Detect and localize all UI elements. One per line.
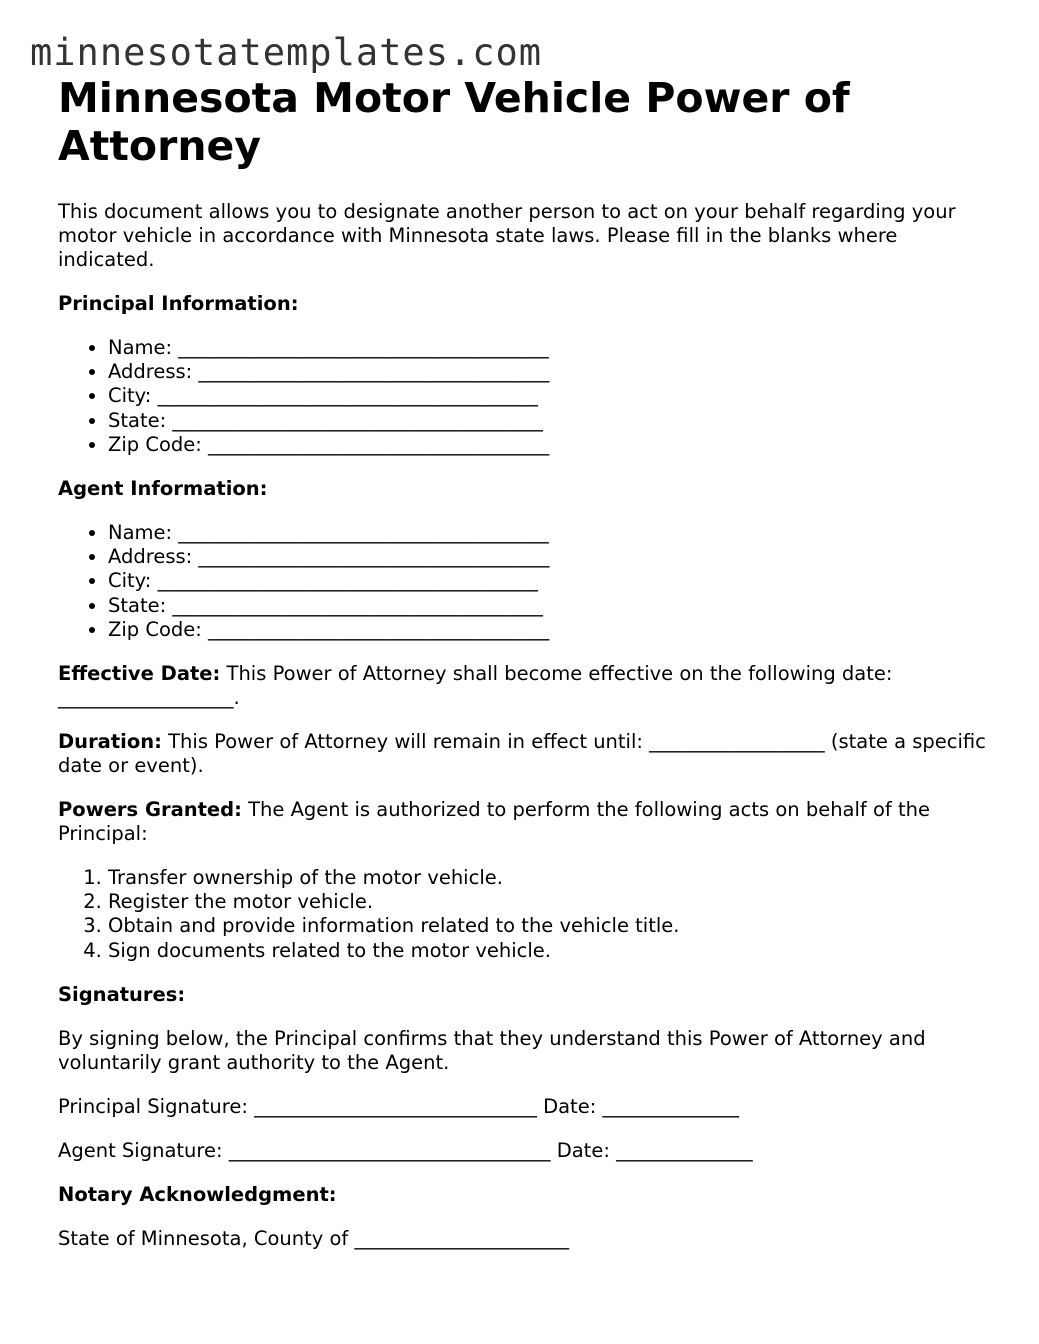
notary-text: State of Minnesota, County of ______________________ bbox=[58, 1226, 569, 1250]
principal-address-field: • Address: ____________________________________ bbox=[108, 360, 998, 384]
duration-paragraph bbox=[58, 730, 998, 778]
power-item: 1. Transfer ownership of the motor vehicle. bbox=[108, 866, 998, 890]
effective-date-text: This Power of Attorney shall become effective on the following date: __________________. bbox=[58, 662, 893, 710]
intro-paragraph: This document allows you to designate another person to act on your behalf regarding your motor vehicle in accordance with Minnesota state laws. Please fill in the blanks where indicated. bbox=[58, 200, 956, 271]
principal-city-field: • City: _______________________________________ bbox=[108, 384, 998, 408]
agent-signature-line: Agent Signature: _________________________________ Date: ______________ bbox=[58, 1138, 753, 1162]
principal-fields-list bbox=[58, 336, 998, 457]
agent-zip-field: • Zip Code: ___________________________________ bbox=[108, 618, 998, 642]
agent-state-field: • State: ______________________________________ bbox=[108, 594, 998, 618]
powers-text: The Agent is authorized to perform the following acts on behalf of the Principal: bbox=[58, 798, 930, 846]
signatures-text: By signing below, the Principal confirms that they understand this Power of Attorney and voluntarily grant authority to the Agent. bbox=[58, 1026, 926, 1074]
powers-list bbox=[58, 866, 998, 963]
principal-heading: Principal Information: bbox=[58, 292, 299, 315]
power-item: 4. Sign documents related to the motor vehicle. bbox=[108, 939, 998, 963]
notary-heading: Notary Acknowledgment: bbox=[58, 1182, 337, 1206]
principal-name-field: • Name: ______________________________________ bbox=[108, 336, 998, 360]
document-title: Minnesota Motor Vehicle Power of Attorney bbox=[58, 74, 850, 170]
site-watermark: minnesotatemplates.com bbox=[30, 31, 543, 74]
agent-fields-list bbox=[58, 521, 998, 642]
document-body bbox=[58, 74, 998, 1271]
agent-heading: Agent Information: bbox=[58, 477, 268, 501]
duration-label: Duration: bbox=[58, 730, 162, 754]
duration-text: This Power of Attorney will remain in effect until: __________________ (state a specific date or event). bbox=[58, 730, 986, 778]
agent-name-field: • Name: ______________________________________ bbox=[108, 521, 998, 545]
signatures-heading: Signatures: bbox=[58, 982, 186, 1006]
principal-signature-line: Principal Signature: _____________________________ Date: ______________ bbox=[58, 1094, 739, 1118]
effective-date-label: Effective Date: bbox=[58, 662, 221, 686]
agent-address-field: • Address: ____________________________________ bbox=[108, 545, 998, 569]
principal-state-field: • State: ______________________________________ bbox=[108, 409, 998, 433]
powers-paragraph bbox=[58, 798, 998, 846]
agent-city-field: • City: _______________________________________ bbox=[108, 569, 998, 593]
power-item: 3. Obtain and provide information related to the vehicle title. bbox=[108, 914, 998, 938]
effective-date-paragraph bbox=[58, 662, 998, 710]
principal-zip-field: • Zip Code: ___________________________________ bbox=[108, 433, 998, 457]
powers-label: Powers Granted: bbox=[58, 798, 242, 822]
power-item: 2. Register the motor vehicle. bbox=[108, 890, 998, 914]
